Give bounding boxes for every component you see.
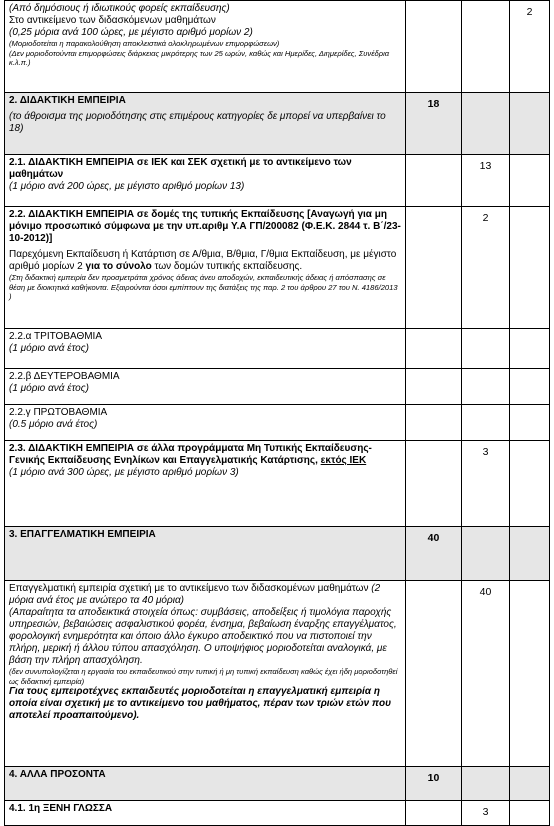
table-row xyxy=(5,329,550,369)
score-cell-3 xyxy=(510,767,550,801)
score-cell-1: 18 xyxy=(406,93,462,155)
table-row xyxy=(5,1,550,93)
criterion-text: 3. ΕΠΑΓΓΕΛΜΑΤΙΚΗ ΕΜΠΕΙΡΙΑ xyxy=(9,529,156,540)
criterion-text: 2.1. ΔΙΔΑΚΤΙΚΗ ΕΜΠΕΙΡΙΑ σε ΙΕΚ και ΣΕΚ σχετική με το αντικείμενο των μαθημάτων xyxy=(9,157,352,180)
score-cell-1 xyxy=(406,405,462,441)
criterion-text: (0.5 μόριο ανά έτος) xyxy=(9,419,98,430)
score-cell-1 xyxy=(406,207,462,329)
criterion-text: 2.3. ΔΙΔΑΚΤΙΚΗ ΕΜΠΕΙΡΙΑ σε άλλα προγράμματα Μη Τυπικής Εκπαίδευσης-Γενικής Εκπαίδευσης Ενηλίκων και Επαγγελματικής Κατάρτισης, εκτός ΙΕΚ xyxy=(9,443,372,466)
score-cell-2: 3 xyxy=(462,441,510,527)
score-cell-3 xyxy=(510,155,550,207)
table-row xyxy=(5,581,550,767)
criterion-text: (1 μόριο ανά έτος) xyxy=(9,343,89,354)
score-cell-1 xyxy=(406,155,462,207)
score-cell-2: 2 xyxy=(462,207,510,329)
criterion-description xyxy=(5,155,406,207)
criterion-text: (Απαραίτητα τα αποδεικτικά στοιχεία όπως: συμβάσεις, αποδείξεις ή τιμολόγια παροχής υπηρεσιών, βεβαιώσεις ασφαλιστικού φορέα, ένσημα, βεβαίωση έναρξης επαγγέλματος, φορολογική ενημερότητα και όποιο άλλο έγκυρο αποδεικτικό που να πιστοποιεί την πλήρη, μερική ή άλλου τύπου απασχόληση. Ο υποψήφιος μοριοδοτείται αναλογικά, με βάση την πλήρη απασχόληση. xyxy=(9,607,397,666)
criterion-description xyxy=(5,207,406,329)
score-cell-2 xyxy=(462,93,510,155)
criterion-text: Παρεχόμενη Εκπαίδευση ή Κατάρτιση σε Α/θμια, Β/θμια, Γ/θμια Εκπαίδευση, με μέγιστο αριθμό μορίων 2 για το σύνολο των δομών τυπικής εκπαίδευσης. xyxy=(9,249,397,272)
criterion-text: (1 μόριο ανά 300 ώρες, με μέγιστο αριθμό μορίων 3) xyxy=(9,467,239,478)
score-cell-2: 3 xyxy=(462,801,510,826)
criterion-text: (Δεν μοριοδοτούνται επιμορφώσεις διάρκειας μικρότερης των 25 ωρών, καθώς και Ημερίδες, Διημερίδες, Συνέδρια κ.λ.π.) xyxy=(9,48,390,68)
score-cell-1 xyxy=(406,369,462,405)
criterion-text: Για τους εμπειροτέχνες εκπαιδευτές μοριοδοτείται η επαγγελματική εμπειρία η οποία είναι σχετική με το αντικείμενο του μαθήματος, πέραν των τριών ετών που αποτελεί προαπαιτούμενο). xyxy=(9,686,392,722)
score-cell-3 xyxy=(510,329,550,369)
criterion-text: 2.2.α ΤΡΙΤΟΒΑΘΜΙΑ xyxy=(9,331,103,342)
criterion-text: (1 μόριο ανά 200 ώρες, με μέγιστο αριθμό μορίων 13) xyxy=(9,181,245,192)
score-cell-3 xyxy=(510,441,550,527)
criterion-text: Στο αντικείμενο των διδασκόμενων μαθημάτων xyxy=(9,15,216,26)
score-cell-2 xyxy=(462,369,510,405)
score-cell-2 xyxy=(462,767,510,801)
score-cell-3 xyxy=(510,93,550,155)
criterion-description xyxy=(5,93,406,155)
score-cell-1 xyxy=(406,581,462,767)
criterion-text: 2.2. ΔΙΔΑΚΤΙΚΗ ΕΜΠΕΙΡΙΑ σε δομές της τυπικής Εκπαίδευσης [Αναγωγή για μη μόνιμο προσωπικό σύμφωνα με την υπ.αριθμ Υ.Α ΓΠ/200082 (Φ.Ε.Κ. 2844 τ. Β΄/23-10-2012)] xyxy=(9,209,401,244)
criterion-description xyxy=(5,369,406,405)
score-cell-1 xyxy=(406,441,462,527)
criterion-text: (δεν συνυπολογίζεται η εργασία του εκπαιδευτικού στην τυπική ή μη τυπική εκπαίδευση καθώς έχει ήδη μοριοδοτηθεί ως διδακτική εμπειρία) xyxy=(9,667,398,686)
criterion-text: (Μοριοδοτείται η παρακολούθηση αποκλειστικά ολοκληρωμένων επιμορφώσεων) xyxy=(9,39,280,48)
score-cell-2 xyxy=(462,405,510,441)
criterion-description xyxy=(5,581,406,767)
criterion-text: (1 μόριο ανά έτος) xyxy=(9,383,89,394)
table-row xyxy=(5,207,550,329)
score-cell-3 xyxy=(510,405,550,441)
criterion-description xyxy=(5,441,406,527)
table-row xyxy=(5,801,550,826)
criterion-text: Επαγγελματική εμπειρία σχετική με το αντικείμενο των διδασκομένων μαθημάτων (2 μόρια ανά έτος με ανώτερο τα 40 μόρια) xyxy=(9,583,381,606)
table-row xyxy=(5,405,550,441)
score-cell-2 xyxy=(462,329,510,369)
criterion-description xyxy=(5,527,406,581)
score-cell-2 xyxy=(462,1,510,93)
table-row xyxy=(5,155,550,207)
table-row xyxy=(5,369,550,405)
criterion-description xyxy=(5,329,406,369)
score-cell-3 xyxy=(510,207,550,329)
table-row xyxy=(5,441,550,527)
criterion-description xyxy=(5,1,406,93)
score-cell-1: 40 xyxy=(406,527,462,581)
criterion-text: (Στη διδακτική εμπειρία δεν προσμετράται χρόνος άδειας άνευ αποδοχών, εκπαιδευτικής άδειας ή απόσπασης σε θέση με διοικητικά καθήκοντα. Εξαιρούνται όσοι εμπίπτουν της διατάξεις της παρ. 2 του άρθρου 27 του Ν. 4186/2013 ) xyxy=(9,273,398,302)
score-cell-3: 2 xyxy=(510,1,550,93)
score-cell-3 xyxy=(510,801,550,826)
scoring-table xyxy=(4,0,550,826)
score-cell-3 xyxy=(510,369,550,405)
table-row xyxy=(5,93,550,155)
score-cell-1 xyxy=(406,329,462,369)
criterion-description xyxy=(5,767,406,801)
criterion-text: (το άθροισμα της μοριοδότησης στις επιμέρους κατηγορίες δε μπορεί να υπερβαίνει το 18) xyxy=(9,111,386,134)
score-cell-2: 40 xyxy=(462,581,510,767)
criterion-text: 2.2.β ΔΕΥΤΕΡΟΒΑΘΜΙΑ xyxy=(9,371,120,382)
criterion-text: 2.2.γ ΠΡΩΤΟΒΑΘΜΙΑ xyxy=(9,407,108,418)
criterion-text: (Από δημόσιους ή ιδιωτικούς φορείς εκπαίδευσης) xyxy=(9,3,230,14)
criterion-text: 2. ΔΙΔΑΚΤΙΚΗ ΕΜΠΕΙΡΙΑ xyxy=(9,95,126,106)
scoring-table-body xyxy=(5,1,550,826)
table-row xyxy=(5,767,550,801)
score-cell-1 xyxy=(406,1,462,93)
criterion-text: (0,25 μόρια ανά 100 ώρες, με μέγιστο αριθμό μορίων 2) xyxy=(9,27,253,38)
criterion-text: 4.1. 1η ΞΕΝΗ ΓΛΩΣΣΑ xyxy=(9,803,113,814)
score-cell-3 xyxy=(510,581,550,767)
score-cell-1: 10 xyxy=(406,767,462,801)
table-row xyxy=(5,527,550,581)
criterion-description xyxy=(5,405,406,441)
score-cell-3 xyxy=(510,527,550,581)
criterion-description xyxy=(5,801,406,826)
score-cell-1 xyxy=(406,801,462,826)
score-cell-2: 13 xyxy=(462,155,510,207)
score-cell-2 xyxy=(462,527,510,581)
criterion-text: 4. ΑΛΛΑ ΠΡΟΣΟΝΤΑ xyxy=(9,769,106,780)
